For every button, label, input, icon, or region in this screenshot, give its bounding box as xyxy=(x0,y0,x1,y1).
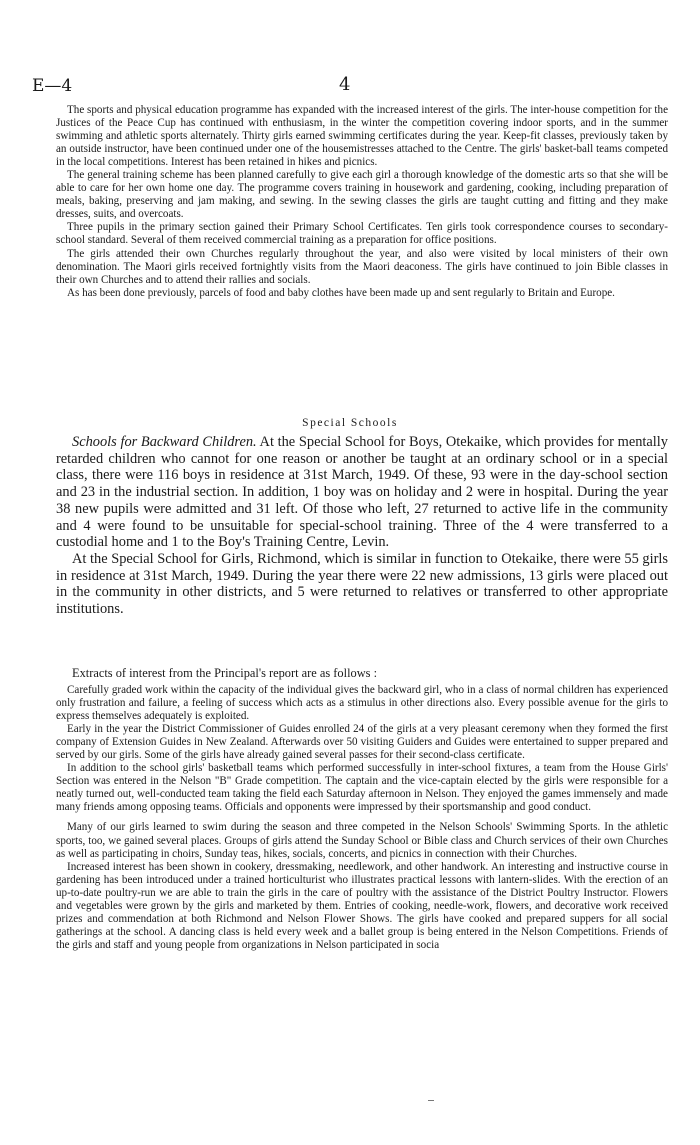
paragraph: As has been done previously, parcels of food and baby clothes have been made up and sent regularly to Britain and Europe. xyxy=(67,286,615,299)
section-heading: Special Schools xyxy=(302,417,398,429)
page-mark xyxy=(428,1100,434,1101)
subheading: Schools for Backward Children. xyxy=(72,434,257,450)
paragraph xyxy=(56,434,668,551)
paragraph: The general training scheme has been planned carefully to give each girl a thorough knowledge of the domestic arts so that she will be able to care for her own home one day. The programme covers training in housework and gardening, cooking, including preparation of meals, baking, preserving and jam making, and sewing. In the sewing classes the girls are taught cutting and fitting and they make dresses, suits, and overcoats. xyxy=(56,169,668,221)
paragraph-text: At the Special School for Boys, Otekaike, which provides for mentally retarded children who cannot for one reason or another be taught at an ordinary school or in a special class, there were 116 boys in residence at 31st March, 1949. Of these, 93 were in the day-school section and 23 in the industrial section. In addition, 1 boy was on holiday and 2 were in hospital. During the year 38 new pupils were admitted and 31 left. Of those who left, 27 returned to active life in the community and 4 were found to be unsuitable for special-school training. Three of the 4 were transferred to a custodial home and 1 to the Boy's Training Centre, Levin. xyxy=(56,434,668,551)
paragraph: The girls attended their own Churches regularly throughout the year, and also were visited by local ministers of their own denomination. The Maori girls received fortnightly visits from the Maori deaconess. The girls have continued to join Bible classes in their own Churches and to attend their rallies and socials. xyxy=(56,247,668,286)
paragraph: The sports and physical education programme has expanded with the increased interest of the girls. The inter-house competition for the Justices of the Peace Cup has continued with enthusiasm, in the winter the competition covering indoor sports, and in the summer swimming and athletic sports alternately. Thirty girls earned swimming certificates during the year. Keep-fit classes, previously taken by an outside instructor, have been continued under one of the housemistresses attached to the Centre. The girls' basket-ball teams competed in the local competitions. Interest has been retained in hikes and picnics. xyxy=(56,104,668,169)
paragraph: Early in the year the District Commissioner of Guides enrolled 24 of the girls at a very pleasant ceremony when they formed the first company of Extension Guides in New Zealand. Afterwards over 50 visiting Guiders and Guides were entertained to supper prepared and served by our girls. Some of the girls have already gained several passes for their second-class certificate. xyxy=(56,723,668,762)
page-number: 4 xyxy=(339,74,351,95)
paragraph: Three pupils in the primary section gained their Primary School Certificates. Ten girls took correspondence courses to secondary-school standard. Several of them received commercial training as a preparation for office positions. xyxy=(56,221,668,247)
principal-report xyxy=(56,684,668,952)
special-schools-section xyxy=(56,434,668,618)
report-reference: E—4 xyxy=(32,76,73,96)
extracts-intro: Extracts of interest from the Principal's report are as follows : xyxy=(72,666,378,680)
paragraph: At the Special School for Girls, Richmond, which is similar in function to Otekaike, there were 55 girls in residence at 31st March, 1949. During the year there were 22 new admissions, 13 girls were placed out in the community in other districts, and 5 were returned to relatives or transferred to other appropriate institutions. xyxy=(56,550,668,618)
paragraph: Increased interest has been shown in cookery, dressmaking, needlework, and other handwork. An interesting and instructive course in gardening has been introduced under a trained horticulturist who illustrates practical lessons with lantern-slides. With the erection of an up-to-date poultry-run we are able to train the girls in the care of poultry with the assistance of the District Poultry Instructor. Flowers and vegetables were grown by the girls and marketed by them. Entries of cooking, needle-work, flowers, and decorative work received prizes and commendation at both Richmond and Nelson Flower Shows. The girls have cooked and prepared suppers for all social gatherings at the school. A dancing class is held every week and a ballet group is being entered in the Nelson Competitions. Friends of the girls and staff and young people from organizations in Nelson participated in socia xyxy=(56,860,668,951)
paragraph: Carefully graded work within the capacity of the individual gives the backward girl, who in a class of normal children has experienced only frustration and failure, a feeling of success which acts as a stimulus in other directions also. Every possible avenue for the girls to express themselves adequately is exploited. xyxy=(56,684,668,723)
paragraph: Many of our girls learned to swim during the season and three competed in the Nelson Schools' Swimming Sports. In the athletic sports, too, we gained several places. Groups of girls attend the Sunday School or Bible class and Church services of their own Churches as well as participating in choirs, Sunday teas, hikes, socials, concerts, and picnics in connection with their Churches. xyxy=(56,821,668,860)
girls-centre-section xyxy=(56,104,668,300)
paragraph: In addition to the school girls' basketball teams which performed successfully in inter-school fixtures, a team from the House Girls' Section was entered in the Nelson "B" Grade competition. The captain and the vice-captain elected by the girls were responsible for a neatly turned out, well-conducted team taking the field each Saturday afternoon in Nelson. They enjoyed the games immensely and made many friends among opposing teams. Officials and opponents were impressed by their sportsmanship and good conduct. xyxy=(56,762,668,814)
